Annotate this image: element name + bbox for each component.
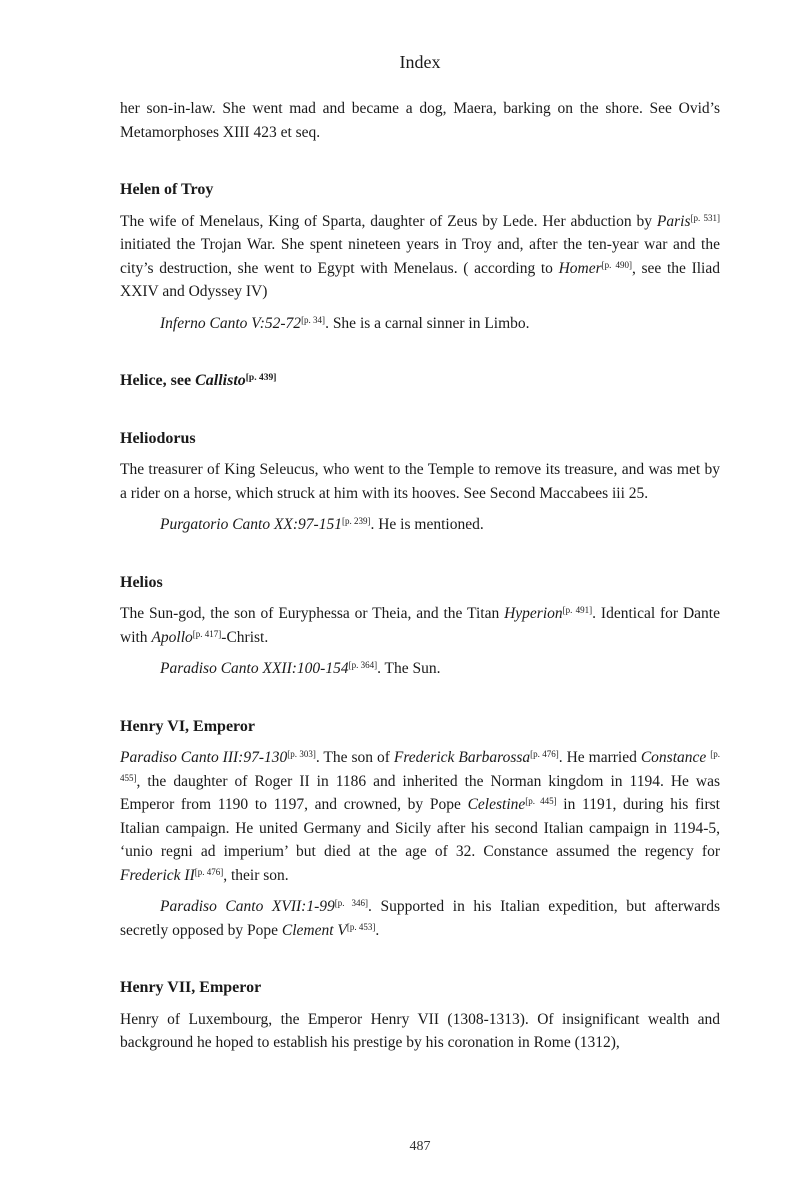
- entry-heading-heliodorus: Heliodorus: [120, 429, 196, 447]
- entry-continued-text: her son-in-law. She went mad and became a dog, Maera, barking on the shore. See Ovid’s Metamorphoses XIII 423 et seq.: [120, 100, 720, 141]
- page-ref[interactable]: [p. 455]: [120, 749, 720, 783]
- link-clement-v[interactable]: Clement V: [281, 921, 347, 939]
- page-ref[interactable]: [p. 445]: [525, 796, 557, 806]
- entry-text-helen: The wife of Menelaus, King of Sparta, daughter of Zeus by Lede. Her abduction by Paris[p. 531] initiated the Trojan War. She spent nineteen years in Troy and, after the ten-year war and the city’s destruction, she went to Egypt with Menelaus. ( according to Homer[p. 490], see the Iliad XXIV and Odyssey IV): [120, 212, 721, 300]
- entry-heading-henry-vii: Henry VII, Emperor: [120, 979, 262, 996]
- link-paris[interactable]: Paris: [656, 212, 691, 230]
- entry-heading-henry-vi: Henry VI, Emperor: [120, 717, 255, 735]
- page-ref[interactable]: [p. 491]: [562, 605, 593, 615]
- link-paradiso-canto[interactable]: Paradiso Canto III:97-130: [120, 749, 288, 766]
- page-ref[interactable]: [p. 531]: [690, 212, 721, 223]
- page-ref[interactable]: [p. 476]: [530, 749, 559, 759]
- link-hyperion[interactable]: Hyperion: [504, 605, 563, 622]
- entry-text-helios: The Sun-god, the son of Euryphessa or Theia, and the Titan Hyperion[p. 491]. Identical for Dante with Apollo[p. 417]-Christ.: [120, 605, 720, 646]
- link-celestine[interactable]: Celestine: [467, 796, 526, 813]
- link-callisto[interactable]: Callisto: [195, 372, 246, 389]
- page-ref[interactable]: [p. 364]: [348, 660, 378, 670]
- link-apollo[interactable]: Apollo: [151, 628, 193, 646]
- page-ref[interactable]: [p. 453]: [346, 921, 376, 932]
- citation-helios: Paradiso Canto XXII:100-154[p. 364]. The Sun.: [160, 660, 441, 677]
- index-body: [120, 97, 720, 1055]
- entry-heading-helice: Helice, see Callisto[p. 439]: [120, 372, 277, 389]
- citation-heliodorus: Purgatorio Canto XX:97-151[p. 239]. He is mentioned.: [160, 516, 484, 533]
- link-frederick-barbarossa[interactable]: Frederick Barbarossa: [393, 749, 531, 766]
- entry-heading-helios: Helios: [120, 573, 163, 591]
- link-paradiso-canto[interactable]: Paradiso Canto XXII:100-154: [160, 660, 349, 677]
- page-number: 487: [409, 1139, 431, 1154]
- link-paradiso-canto[interactable]: Paradiso Canto XVII:1-99: [160, 898, 335, 915]
- page-ref[interactable]: [p. 239]: [341, 516, 371, 526]
- entry-text-heliodorus: The treasurer of King Seleucus, who went to the Temple to remove its treasure, and was met by a rider on a horse, which struck at him with its hooves. See Second Maccabees iii 25.: [120, 461, 720, 502]
- page-ref[interactable]: [p. 476]: [194, 866, 224, 877]
- page-ref[interactable]: [p. 34]: [301, 314, 326, 325]
- citation-helen: Inferno Canto V:52-72[p. 34]. She is a carnal sinner in Limbo.: [160, 314, 530, 332]
- link-homer[interactable]: Homer: [558, 259, 602, 277]
- page-ref[interactable]: [p. 417]: [192, 628, 222, 639]
- link-inferno-canto[interactable]: Inferno Canto V:52-72: [160, 314, 302, 332]
- citation-henry-vi: Paradiso Canto XVII:1-99[p. 346]. Supported in his Italian expedition, but afterwards secretly opposed by Pope Clement V[p. 453].: [120, 898, 720, 939]
- page-ref[interactable]: [p. 303]: [287, 749, 316, 759]
- link-constance[interactable]: Constance: [640, 749, 707, 766]
- page-ref[interactable]: [p. 439]: [245, 373, 277, 383]
- link-frederick-ii[interactable]: Frederick II: [120, 866, 195, 884]
- page-ref[interactable]: [p. 346]: [334, 898, 368, 908]
- entry-text-henry-vi: Paradiso Canto III:97-130[p. 303]. The son of Frederick Barbarossa[p. 476]. He married Constance [p. 455], the daughter of Roger II in 1186 and inherited the Norman kingdom in 1194. He was Emperor from 1190 to 1197, and crowned, by Pope Celestine[p. 445] in 1191, during his first Italian campaign. He united Germany and Sicily after his second Italian campaign in 1194-5, ‘unio regni ad imperium’ but died at the age of 32. Constance assumed the regency for Frederick II[p. 476], their son.: [120, 749, 720, 884]
- entry-text-henry-vii: Henry of Luxembourg, the Emperor Henry VII (1308-1313). Of insignificant wealth and background he hoped to establish his prestige by his coronation in Rome (1312),: [120, 1010, 720, 1051]
- page-header: Index: [399, 52, 441, 72]
- entry-heading-helen: Helen of Troy: [120, 181, 214, 198]
- page-ref[interactable]: [p. 490]: [601, 259, 632, 270]
- link-purgatorio-canto[interactable]: Purgatorio Canto XX:97-151: [160, 516, 342, 533]
